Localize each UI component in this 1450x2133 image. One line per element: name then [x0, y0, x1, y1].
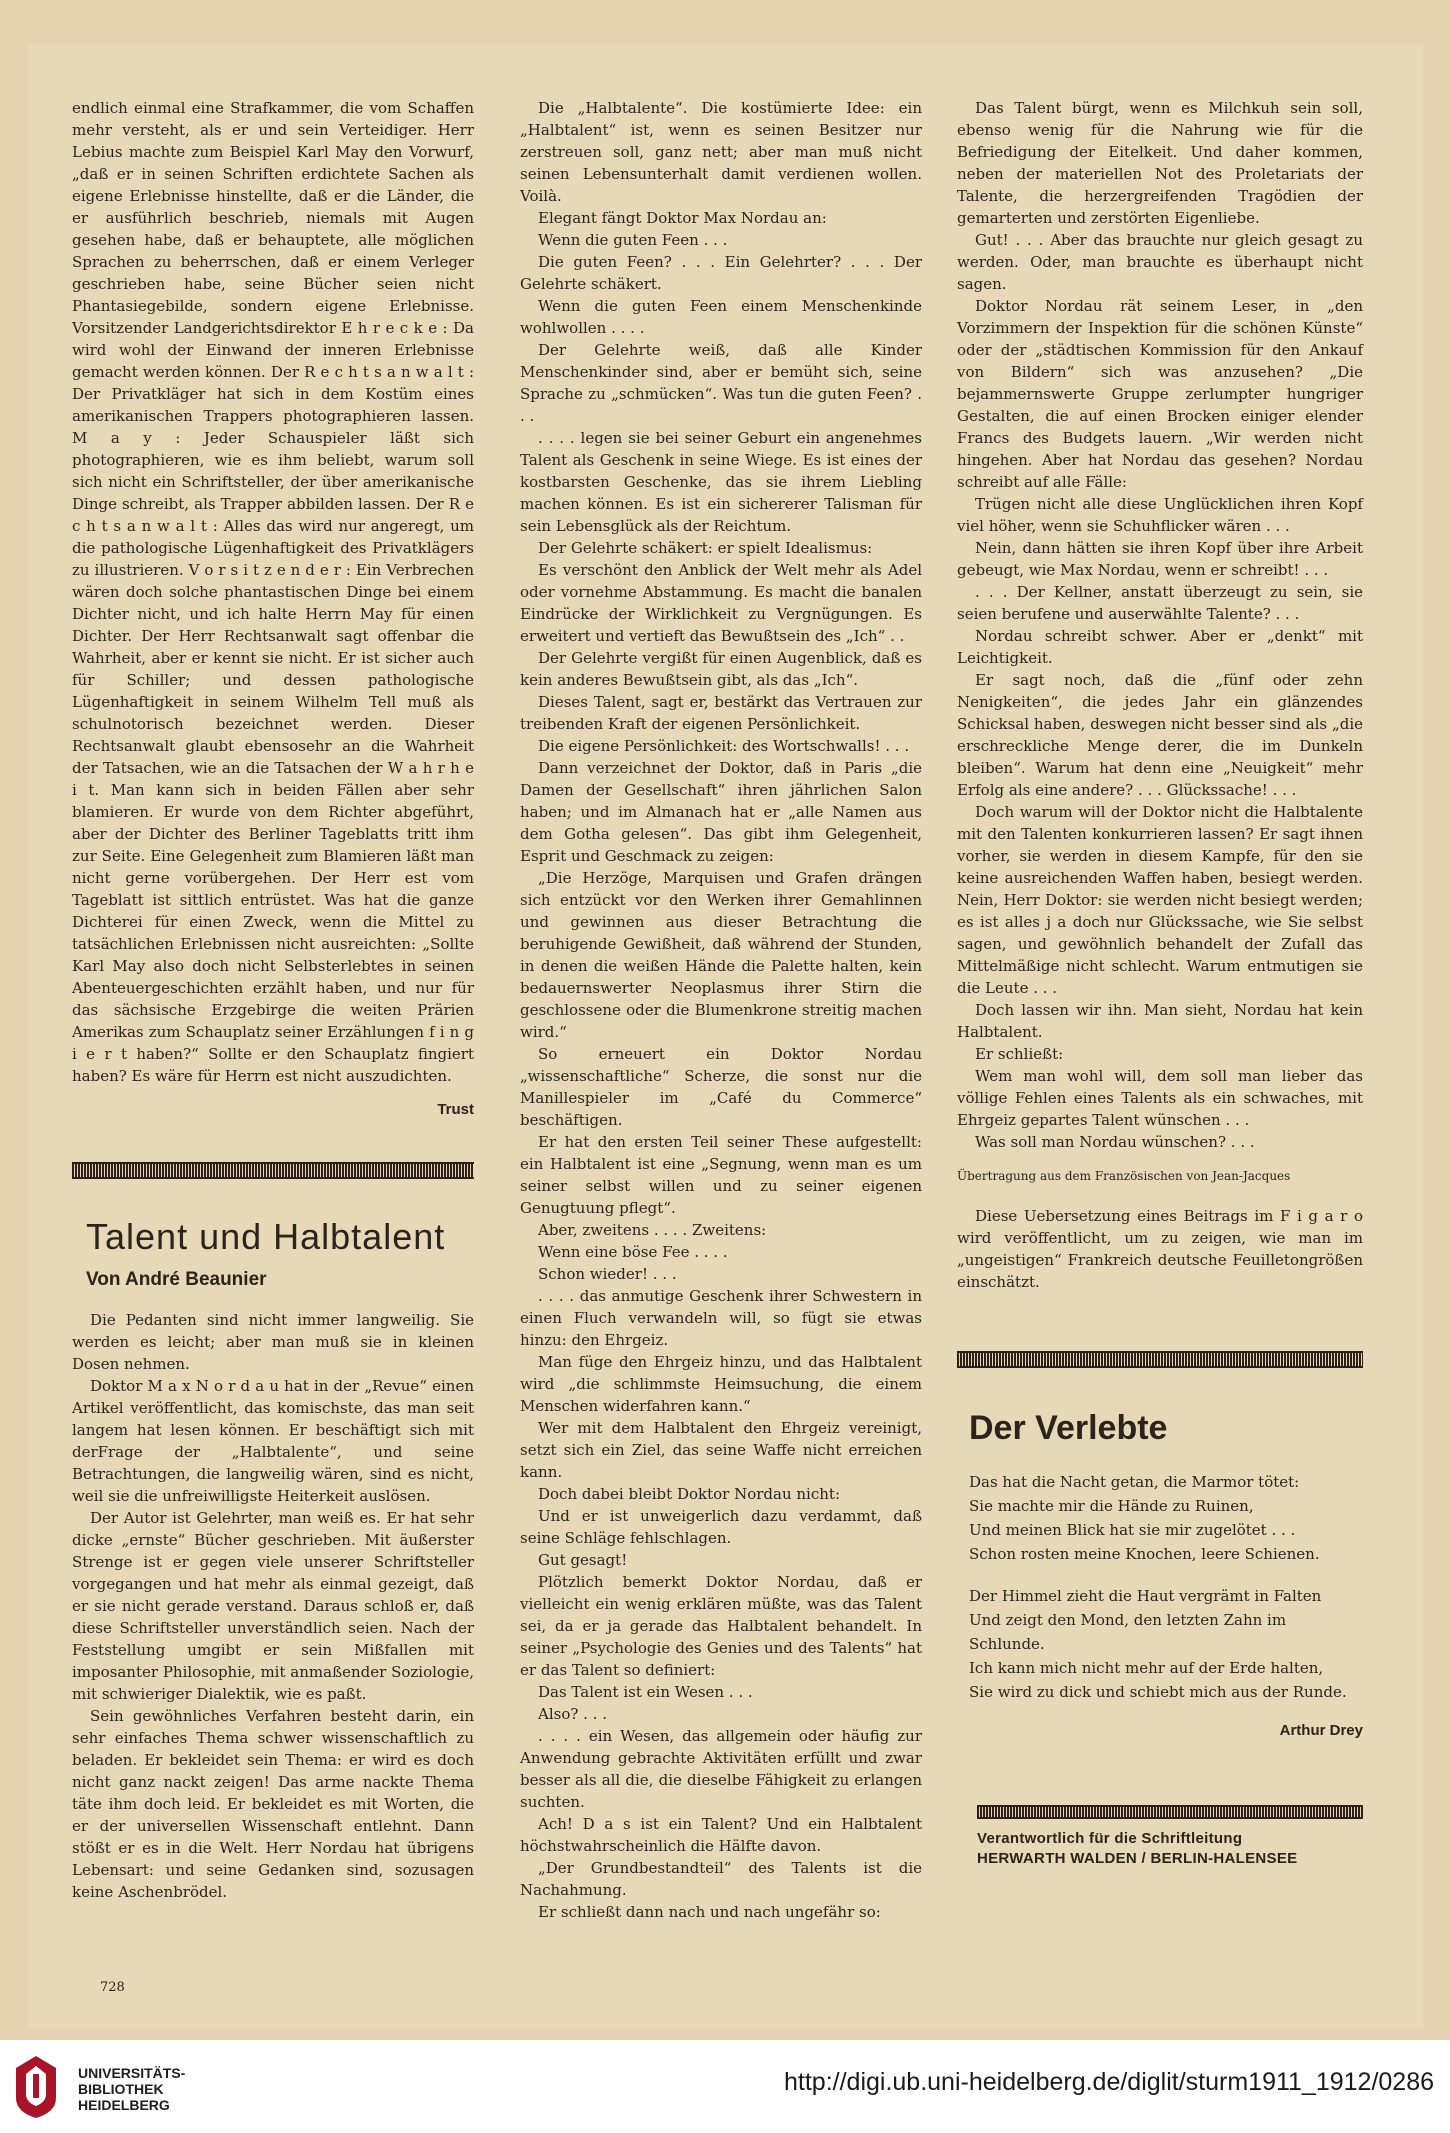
paragraph: Nordau schreibt schwer. Aber er „denkt“ mit Leichtigkeit.	[957, 627, 1363, 667]
library-name-line: UNIVERSITÄTS-	[78, 2065, 186, 2081]
paragraph: Doch warum will der Doktor nicht die Halbtalente mit den Talenten konkurrieren lassen? Er sagt ihnen vorher, sie werden in diesem Kampfe, für den sie keine ausreichenden Waffen haben, besiegt werden. Nein, Herr Doktor: sie werden nicht besiegt werden; es ist alles j a doch nur Glückssache, wie Sie selbst sagen, und gewöhnlich behandelt der Zufall das Mittelmäßige nicht schlecht. Warum entmutigen sie die Leute . . .	[957, 803, 1363, 997]
paragraph: Wenn die guten Feen . . .	[538, 231, 728, 249]
article-continuation-text: endlich einmal eine Strafkammer, die vom Schaffen mehr versteht, als er und sein Verteidiger. Herr Lebius machte zum Beispiel Karl May den Vorwurf, „daß er in seinen Schriften erdichtete Sachen als eigene Erlebnisse hinstellte, daß er die Länder, die er ausführlich beschrieb, niemals mit Augen gesehen habe, daß er behauptete, alle möglichen Sprachen zu beherrschen, daß er einem Verleger geschrieben habe, seine Bücher seien nicht Phantasiegebilde, sondern eigene Erlebnisse. Vorsitzender Landgerichtsdirektor E h r e c k e : Da wird wohl der Einwand der inneren Erlebnisse gemacht werden können. Der R e c h t s a n w a l t : Der Privatkläger hat sich in dem Kostüm eines amerikanischen Trappers photographieren lassen. M a y : Jeder Schauspieler läßt sich photographieren, wie es ihm beliebt, warum soll sich nicht ein Schriftsteller, der über amerikanische Dinge schreibt, als Trapper abbilden lassen. Der R e c h t s a n w a l t : Alles das wird nur angeregt, um die pathologische Lügenhaftigkeit des Privatklägers zu illustrieren. V o r s i t z e n d e r : Ein Verbrechen wären doch solche phantastischen Dinge bei einem Dichter nicht, und ich halte Herrn May für einen Dichter. Der Herr Rechtsanwalt sagt offenbar die Wahrheit, aber er kennt sie nicht. Er ist sicher auch für Schiller; und dessen pathologische Lügenhaftigkeit in seinem Wilhelm Tell muß als schulnotorisch bezeichnet werden. Dieser Rechtsanwalt glaubt ebensosehr an die Wahrheit der Tatsachen, wie an die Tatsachen der W a h r h e i t. Man kann sich in beiden Fällen aber sehr blamieren. Er wurde von dem Richter abgeführt, aber der Dichter des Berliner Tageblatts tritt ihm zur Seite. Eine Gelegenheit zum Blamieren läßt man nicht gerne vorübergehen. Der Herr est vom Tageblatt ist sittlich entrüstet. Was hat die ganze Dichterei für einen Zweck, wenn die Mittel zu tatsächlichen Erlebnissen nicht ausreichten: „Sollte Karl May also doch nicht Selbsterlebtes in seinen Abenteuergeschichten erzählt haben, und nur für das sächsische Erzgebirge die weiten Prärien Amerikas zum Schauplatz seiner Erzählungen f i n g i e r t haben?“ Sollte er den Schauplatz fingiert haben? Es wäre für Herrn est nicht auszudichten.	[72, 99, 474, 1085]
paragraph: Das Talent ist ein Wesen . . .	[538, 1683, 753, 1701]
paragraph: Der Autor ist Gelehrter, man weiß es. Er hat sehr dicke „ernste“ Bücher geschrieben. Mit äußerster Strenge ist er gegen viele unserer Schriftsteller vorgegangen und hat mehr als einmal gezeigt, daß er sie nicht gerade verstand. Daraus schloß er, daß diese Schriftsteller unverständlich seien. Nach der Feststellung umgibt er sein Mißfallen mit imposanter Philosophie, mit anmaßender Soziologie, mit schwieriger Dialektik, wie es paßt.	[72, 1509, 474, 1703]
paragraph: . . . . legen sie bei seiner Geburt ein angenehmes Talent als Geschenk in seine Wiege. Es ist eines der kostbarsten Geschenke, das sie ihrem Liebling machen können. Es ist ein sichererer Talisman für sein Lebensglück als der Reichtum.	[520, 429, 922, 535]
paragraph: Schon wieder! . . .	[538, 1265, 677, 1283]
poem-line: Und zeigt den Mond, den letzten Zahn im Schlunde.	[969, 1611, 1287, 1653]
paragraph: Wem man wohl will, dem soll man lieber das völlige Fehlen eines Talents als ein schwaches, mit Ehrgeiz gepartes Talent wünschen . . .	[957, 1067, 1363, 1129]
paragraph: Wer mit dem Halbtalent den Ehrgeiz vereinigt, setzt sich ein Ziel, das seine Waffe nicht erreichen kann.	[520, 1419, 922, 1481]
paragraph: Die guten Feen? . . . Ein Gelehrter? . . . Der Gelehrte schäkert.	[520, 253, 922, 293]
paragraph: . . . . das anmutige Geschenk ihrer Schwestern in einen Fluch verwandeln will, so fügt sie etwas hinzu: den Ehrgeiz.	[520, 1287, 922, 1349]
translation-credit: Übertragung aus dem Französischen von Jean-Jacques	[957, 1169, 1291, 1183]
paragraph: Die Pedanten sind nicht immer langweilig. Sie werden es leicht; aber man muß sie in kleinen Dosen nehmen.	[72, 1311, 474, 1373]
paragraph: Und er ist unweigerlich dazu verdammt, daß seine Schläge fehlschlagen.	[520, 1507, 922, 1547]
paragraph: Doktor Nordau rät seinem Leser, in „den Vorzimmern der Inspektion für die schönen Künste“ oder der „städtischen Kommission für den Ankauf von Bildern“ sich was anzusehen? „Die bejammernswerte Gruppe zerlumpter hungriger Gestalten, die auf einen Brocken einiger elender Francs des Budgets lauern. „Wir werden nicht hingehen. Aber hat Nordau das gesehen? Nordau schreibt auf alle Fälle:	[957, 297, 1363, 491]
paragraph: . . . . ein Wesen, das allgemein oder häufig zur Anwendung gebrachte Aktivitäten erfüllt und zwar besser als all die, die dieselbe Fähigkeit zu erlangen suchten.	[520, 1727, 922, 1811]
column-left	[72, 97, 474, 1903]
paragraph: „Die Herzöge, Marquisen und Grafen drängen sich entzückt vor den Werken ihrer Gemahlinnen und gewinnen aus dieser Betrachtung die beruhigende Gewißheit, daß während der Stunden, in denen die weißen Hände die Palette halten, kein bedauernswerter Neoplasmus ihrer Stirn die geschlossene oder die Blumenkrone streitig machen wird.“	[520, 869, 922, 1041]
paragraph: Doch dabei bleibt Doktor Nordau nicht:	[538, 1485, 840, 1503]
paragraph: Elegant fängt Doktor Max Nordau an:	[538, 209, 827, 227]
paragraph: Sein gewöhnliches Verfahren besteht darin, ein sehr einfaches Thema schwer wissenschaftlich zu beladen. Er bekleidet sein Thema: er wird es doch nicht ganz nackt zeigen! Das arme nackte Thema täte ihm doch leid. Er bekleidet es mit Worten, die er der universellen Wissenschaft entlehnt. Dann stößt er es in die Welt. Herr Nordau hat übrigens Lebensart: und seine Gedanken sind, sozusagen keine Aschenbrödel.	[72, 1707, 474, 1901]
poem-title: Der Verlebte	[969, 1409, 1168, 1447]
poem-stanza	[957, 1584, 1363, 1704]
column-middle	[520, 97, 922, 1923]
library-name-line: BIBLIOTHEK	[78, 2081, 164, 2097]
paragraph: Dieses Talent, sagt er, bestärkt das Vertrauen zur treibenden Kraft der eigenen Persönlichkeit.	[520, 693, 922, 733]
paragraph: Die eigene Persönlichkeit: des Wortschwalls! . . .	[538, 737, 910, 755]
paragraph: Er schließt:	[975, 1045, 1064, 1063]
paragraph: Es verschönt den Anblick der Welt mehr als Adel oder vornehme Abstammung. Es macht die banalen Eindrücke der Wirklichkeit zu Vergnügungen. Es erweitert und vertieft das Bewußtsein des „Ich“ . .	[520, 561, 922, 645]
editor-note: Diese Uebersetzung eines Beitrags im F i g a r o wird veröffentlicht, um zu zeigen, wie man im „ungeistigen“ Frankreich deutsche Feuilletongrößen einschätzt.	[957, 1207, 1363, 1291]
article-title: Talent und Halbtalent	[86, 1216, 446, 1257]
poem-line: Schon rosten meine Knochen, leere Schienen.	[969, 1545, 1320, 1563]
page-number: 728	[100, 1980, 125, 1995]
poem-stanza	[957, 1470, 1363, 1566]
responsibility-label: Verantwortlich für die Schriftleitung	[977, 1830, 1243, 1847]
digitization-footer	[0, 2040, 1450, 2133]
paragraph: Trügen nicht alle diese Unglücklichen ihren Kopf viel höher, wenn sie Schuhflicker wären . . .	[957, 495, 1363, 535]
paragraph: Der Gelehrte weiß, daß alle Kinder Menschenkinder sind, aber er bemüht sich, seine Sprache zu „schmücken“. Was tun die guten Feen? . . .	[520, 341, 922, 425]
paragraph: Er sagt noch, daß die „fünf oder zehn Nenigkeiten“, die jedes Jahr ein glänzendes Schicksal haben, deswegen nicht besser sind als „die erschreckliche Menge derer, die im Dunkeln bleiben“. Warum hat denn eine „Neuigkeit“ mehr Erfolg als eine andere? . . . Glückssache! . . .	[957, 671, 1363, 799]
paragraph: Was soll man Nordau wünschen? . . .	[975, 1133, 1255, 1151]
paragraph: Also? . . .	[538, 1705, 608, 1723]
poem-line: Ich kann mich nicht mehr auf der Erde halten,	[969, 1659, 1324, 1677]
article-byline: Von André Beaunier	[86, 1269, 267, 1290]
column-right	[957, 97, 1363, 1869]
poem-line: Der Himmel zieht die Haut vergrämt in Falten	[969, 1587, 1322, 1605]
library-name	[78, 2065, 185, 2113]
paragraph: Gut gesagt!	[538, 1551, 628, 1569]
poem-line: Und meinen Blick hat sie mir zugelötet . . .	[969, 1521, 1296, 1539]
article-body	[72, 1309, 474, 1903]
paragraph: Der Gelehrte vergißt für einen Augenblick, daß es kein anderes Bewußtsein gibt, als das „Ich“.	[520, 649, 922, 689]
paragraph: Die „Halbtalente“. Die kostümierte Idee: ein „Halbtalent“ ist, wenn es seinen Besitzer nur zerstreuen soll, ganz nett; aber man muß nicht seinen Lebensunterhalt damit verdienen wollen. Voilà.	[520, 99, 922, 205]
paragraph: Doktor M a x N o r d a u hat in der „Revue“ einen Artikel veröffentlicht, das komischste, das man seit langem hat lesen können. Er beschäftigt sich mit derFrage der „Halbtalente“, und seine Betrachtungen, die langweilig wären, sind es nicht, weil sie die unfreiwilligste Heiterkeit auslösen.	[72, 1377, 474, 1505]
responsibility-name: HERWARTH WALDEN / BERLIN-HALENSEE	[977, 1850, 1298, 1867]
poem-line: Das hat die Nacht getan, die Marmor tötet:	[969, 1473, 1300, 1491]
paragraph: Gut! . . . Aber das brauchte nur gleich gesagt zu werden. Oder, man brauchte es überhaupt nicht sagen.	[957, 231, 1363, 293]
masthead-responsibility	[977, 1829, 1363, 1869]
poem-author: Arthur Drey	[1279, 1722, 1363, 1739]
paragraph: Ach! D a s ist ein Talent? Und ein Halbtalent höchstwahrscheinlich die Hälfte davon.	[520, 1815, 922, 1855]
continuation-signature: Trust	[437, 1101, 474, 1118]
poem-line: Sie machte mir die Hände zu Ruinen,	[969, 1497, 1254, 1515]
paragraph: Dann verzeichnet der Doktor, daß in Paris „die Damen der Gesellschaft“ ihren jährlichen Salon haben; und im Almanach hat er „alle Namen aus dem Gotha gelesen“. Das gibt ihm Gelegenheit, Esprit und Geschmack zu zeigen:	[520, 759, 922, 865]
section-divider	[72, 1162, 474, 1179]
section-divider	[957, 1351, 1363, 1368]
paragraph: Nein, dann hätten sie ihren Kopf über ihre Arbeit gebeugt, wie Max Nordau, wenn er schreibt! . . .	[957, 539, 1363, 579]
paragraph: . . . Der Kellner, anstatt überzeugt zu sein, sie seien berufene und auserwählte Talente? . . .	[957, 583, 1363, 623]
source-url-link[interactable]: http://digi.ub.uni-heidelberg.de/diglit/sturm1911_1912/0286	[784, 2068, 1434, 2096]
paragraph: Wenn die guten Feen einem Menschenkinde wohlwollen . . . .	[520, 297, 922, 337]
poem-line: Sie wird zu dick und schiebt mich aus der Runde.	[969, 1683, 1347, 1701]
university-seal-icon	[12, 2052, 60, 2120]
library-name-line: HEIDELBERG	[78, 2097, 170, 2113]
section-divider	[977, 1805, 1363, 1819]
paragraph: Der Gelehrte schäkert: er spielt Idealismus:	[538, 539, 873, 557]
article-body-ending	[957, 97, 1363, 1153]
paragraph: Doch lassen wir ihn. Man sieht, Nordau hat kein Halbtalent.	[957, 1001, 1363, 1041]
article-body-continued	[520, 97, 922, 1923]
paragraph: Aber, zweitens . . . . Zweitens:	[538, 1221, 767, 1239]
paragraph: So erneuert ein Doktor Nordau „wissenschaftliche“ Scherze, die sonst nur die Manillespieler im „Café du Commerce“ beschäftigen.	[520, 1045, 922, 1129]
paragraph: Er hat den ersten Teil seiner These aufgestellt: ein Halbtalent ist eine „Segnung, wenn man es um seiner selbst willen und zu seiner eigenen Genugtuung pflegt“.	[520, 1133, 922, 1217]
paragraph: Man füge den Ehrgeiz hinzu, und das Halbtalent wird „die schlimmste Heimsuchung, die einem Menschen widerfahren kann.“	[520, 1353, 922, 1415]
paragraph: Wenn eine böse Fee . . . .	[538, 1243, 728, 1261]
paragraph: „Der Grundbestandteil“ des Talents ist die Nachahmung.	[520, 1859, 922, 1899]
paragraph: Plötzlich bemerkt Doktor Nordau, daß er vielleicht ein wenig erklären müßte, was das Talent sei, da er ja gerade das Halbtalent behandelt. In seiner „Psychologie des Genies und des Talents“ hat er das Talent so definiert:	[520, 1573, 922, 1679]
paragraph: Er schließt dann nach und nach ungefähr so:	[538, 1903, 881, 1921]
paragraph: Das Talent bürgt, wenn es Milchkuh sein soll, ebenso wenig für die Nahrung wie für die Befriedigung der Eitelkeit. Und daher kommen, neben der materiellen Not des Proletariats der Talente, die herzergreifenden Tragödien der gemarterten und zerstörten Eigenliebe.	[957, 99, 1363, 227]
